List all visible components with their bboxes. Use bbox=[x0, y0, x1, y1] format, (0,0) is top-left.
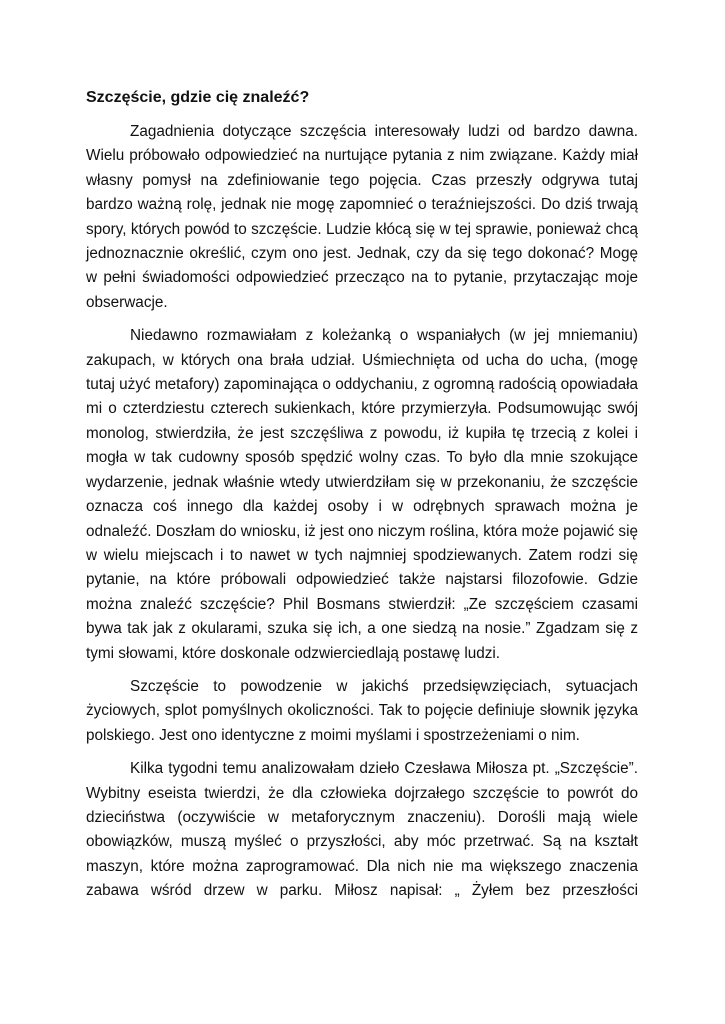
paragraph-1: Zagadnienia dotyczące szczęścia interesowały ludzi od bardzo dawna. Wielu próbowało odpowiedzieć na nurtujące pytania z nim związane. Każdy miał własny pomysł na zdefiniowanie tego pojęcia. Czas przeszły odgrywa tutaj bardzo ważną rolę, jednak nie mogę zapomnieć o teraźniejszości. Do dziś trwają spory, których powód to szczęście. Ludzie kłócą się w tej sprawie, ponieważ chcą jednoznacznie określić, czym ono jest. Jednak, czy da się tego dokonać? Mogę w pełni świadomości odpowiedzieć przecząco na to pytanie, przytaczając moje obserwacje. bbox=[86, 123, 638, 311]
essay-title: Szczęście, gdzie cię znaleźć? bbox=[86, 89, 310, 106]
paragraph-3: Szczęście to powodzenie w jakichś przedsięwzięciach, sytuacjach życiowych, splot pomyślnych okoliczności. Tak to pojęcie definiuje słownik języka polskiego. Jest ono identyczne z moimi myślami i spostrzeżeniami o nim. bbox=[86, 677, 638, 744]
paragraph-2: Niedawno rozmawiałam z koleżanką o wspaniałych (w jej mniemaniu) zakupach, w których ona brała udział. Uśmiechnięta od ucha do ucha, (mogę tutaj użyć metafory) zapominająca o oddychaniu, z ogromną radością opowiadała mi o czterdziestu czterech sukienkach, które przymierzyła. Podsumowując swój monolog, stwierdziła, że jest szczęśliwa z powodu, iż kupiła tę trzecią z kolei i mogła w tak cudowny sposób spędzić wolny czas. To było dla mnie szokujące wydarzenie, jednak właśnie wtedy utwierdziłam się w przekonaniu, że szczęście oznacza coś innego dla każdej osoby i w odrębnych sprawach można je odnaleźć. Doszłam do wniosku, iż jest ono niczym roślina, która może pojawić się w wielu miejscach i to nawet w tych najmniej spodziewanych. Zatem rodzi się pytanie, na które próbowali odpowiedzieć także najstarsi filozofowie. Gdzie można znaleźć szczęście? Phil Bosmans stwierdził: „Ze szczęściem czasami bywa tak jak z okularami, szuka się ich, a one siedzą na nosie.” Zgadzam się z tymi słowami, które doskonale odzwierciedlają postawę ludzi. bbox=[86, 327, 638, 662]
paragraph-4: Kilka tygodni temu analizowałam dzieło Czesława Miłosza pt. „Szczęście”. Wybitny eseista twierdzi, że dla człowieka dojrzałego szczęście to powrót do dzieciństwa (oczywiście w metaforycznym znaczeniu). Dorośli mają wiele obowiązków, muszą myśleć o przyszłości, aby móc przetrwać. Są na kształt maszyn, które można zaprogramować. Dla nich nie ma większego znaczenia zabawa wśród drzew w parku. Miłosz napisał: „ Żyłem bez przeszłości bbox=[86, 760, 638, 900]
